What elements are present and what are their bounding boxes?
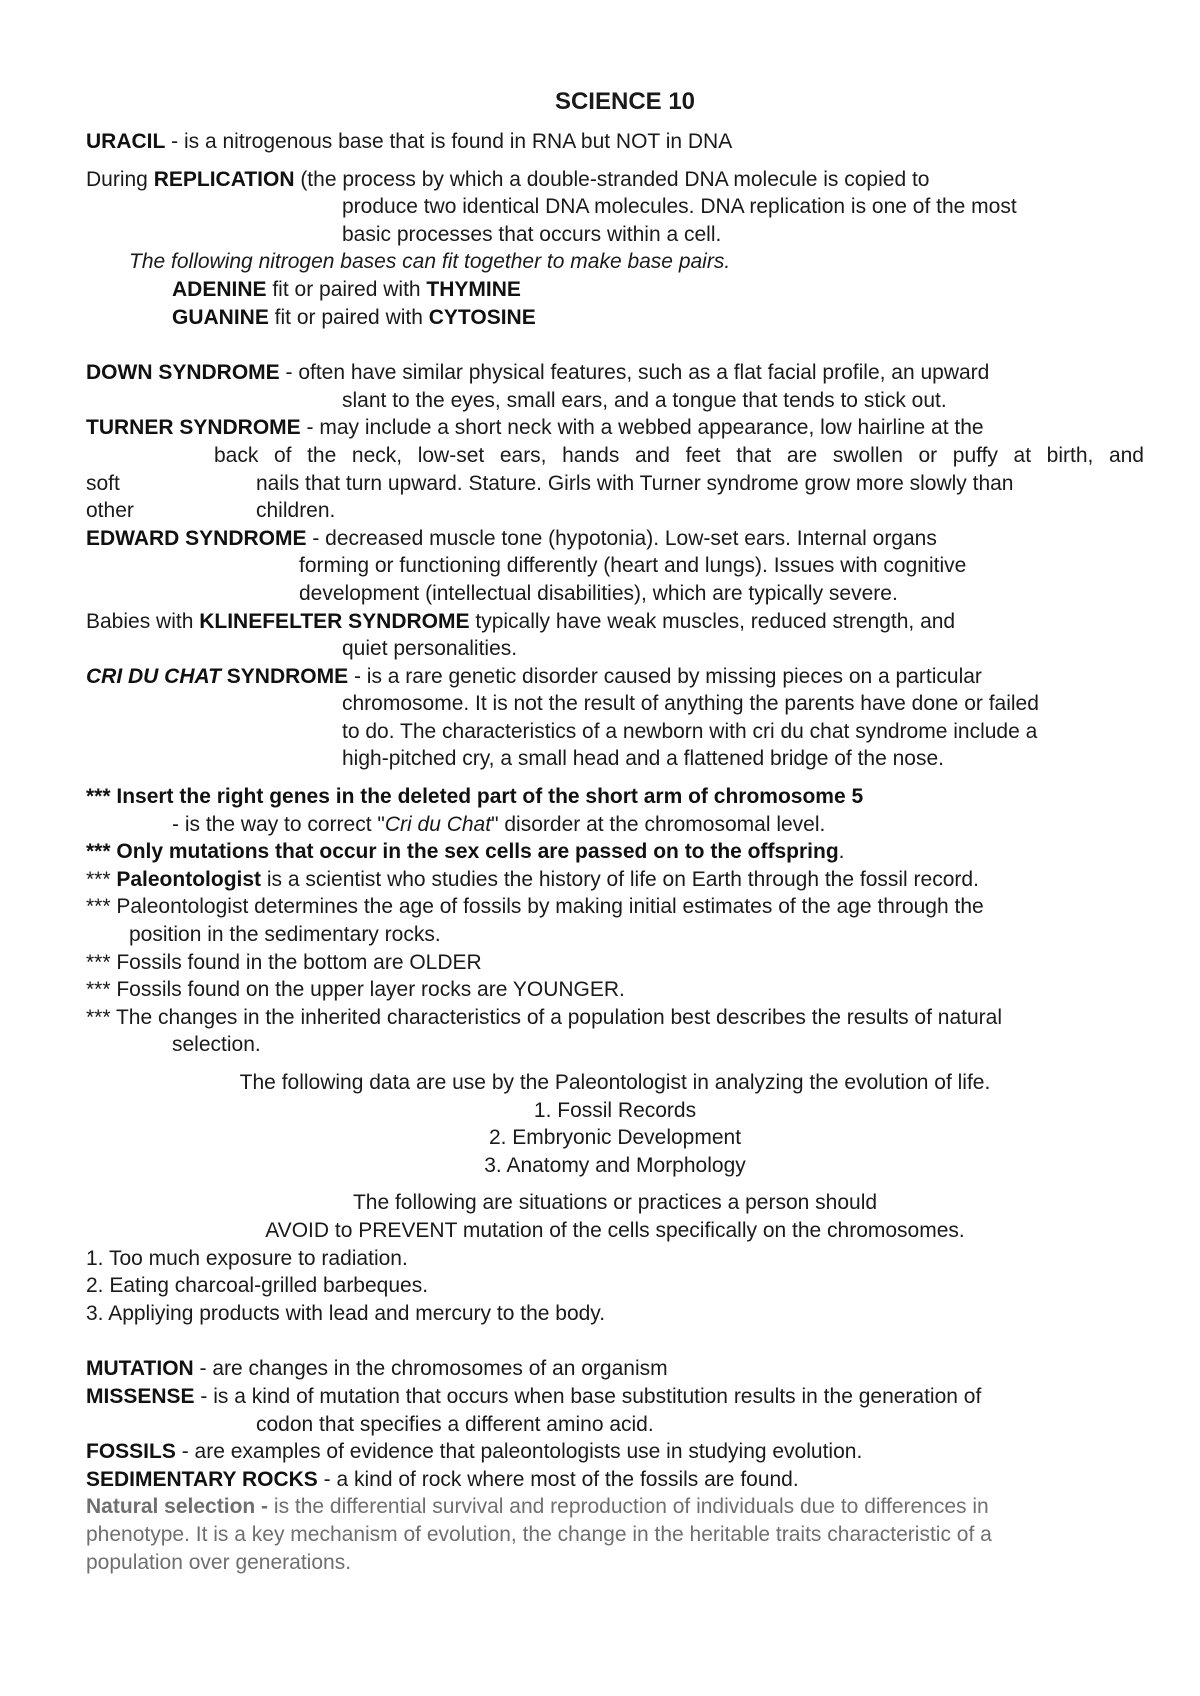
note-1: [86, 783, 1144, 811]
replication-term: REPLICATION: [153, 167, 295, 191]
sedimentary-definition: [86, 1466, 1144, 1494]
edward-syndrome-term: EDWARD SYNDROME: [86, 526, 307, 550]
note-1-sub: [86, 811, 1144, 839]
stars: ***: [86, 978, 117, 1002]
thymine-term: THYMINE: [426, 277, 521, 301]
uracil-text: - is a nitrogenous base that is found in RNA but NOT in DNA: [165, 130, 733, 153]
turner-syndrome-line-2: back of the neck, low-set ears, hands and feet that are swollen or puffy at birth, and: [214, 443, 1144, 467]
turner-syndrome-line-1: [86, 414, 1144, 442]
page-title: SCIENCE 10: [554, 88, 696, 115]
avoid-intro-line-2: AVOID to PREVENT mutation of the cells specifically on the chromosomes.: [265, 1218, 965, 1242]
base-pair-1: [86, 276, 1144, 304]
klinefelter-line-2: quiet personalities.: [342, 637, 518, 661]
klinefelter-pre: Babies with: [86, 609, 200, 633]
turner-line4-left: other: [86, 499, 134, 523]
down-syndrome-line-1: [86, 359, 1144, 387]
edward-syndrome-line-3: development (intellectual disabilities), which are typically severe.: [299, 581, 898, 605]
note-6-text: Fossils found on the upper layer rocks are YOUNGER.: [116, 978, 625, 1002]
cri-du-chat-term-italic: CRI DU CHAT: [86, 664, 221, 688]
cytosine-term: CYTOSINE: [428, 305, 536, 329]
stars: ***: [86, 840, 117, 864]
replication-line-2: produce two identical DNA molecules. DNA replication is one of the most: [342, 195, 1017, 219]
note-6: [86, 976, 1144, 1004]
stars: ***: [86, 950, 117, 974]
note-3-post: is a scientist who studies the history of life on Earth through the fossil record.: [261, 867, 979, 891]
note-4-line1: Paleontologist determines the age of fossils by making initial estimates of the age through the: [116, 895, 984, 919]
cri-du-chat-line-2: chromosome. It is not the result of anything the parents have done or failed: [342, 692, 1039, 716]
missense-line-1: [86, 1383, 1144, 1411]
turner-syndrome-term: TURNER SYNDROME: [86, 416, 301, 440]
mutation-text: - are changes in the chromosomes of an organism: [193, 1357, 668, 1381]
note-3-bold: Paleontologist: [116, 867, 262, 891]
edward-syndrome-line-1: [86, 525, 1144, 553]
note-4-line-1: [86, 893, 1144, 921]
stars: ***: [86, 867, 117, 891]
cri-du-chat-term: SYNDROME: [220, 664, 349, 688]
turner-line1: - may include a short neck with a webbed appearance, low hairline at the: [300, 416, 984, 440]
stars: ***: [86, 1005, 116, 1029]
stars: ***: [86, 895, 117, 919]
note-2: [86, 838, 1144, 866]
note-5-text: Fossils found in the bottom are OLDER: [116, 950, 482, 974]
natural-selection-line-3: population over generations.: [86, 1550, 352, 1574]
note-5: [86, 949, 1144, 977]
stars: ***: [86, 785, 117, 809]
replication-line1: (the process by which a double-stranded DNA molecule is copied to: [294, 167, 930, 191]
natural-selection-line-2: phenotype. It is a key mechanism of evolution, the change in the heritable traits characteristic of a: [86, 1522, 992, 1546]
fossils-definition: [86, 1438, 1144, 1466]
paleo-data-intro: The following data are use by the Paleontologist in analyzing the evolution of life.: [239, 1071, 991, 1094]
note-7-line-1: [86, 1004, 1144, 1032]
fossils-term: FOSSILS: [86, 1440, 176, 1464]
note-3: [86, 866, 1144, 894]
down-syndrome-line-2: slant to the eyes, small ears, and a tongue that tends to stick out.: [342, 388, 947, 412]
pair2-mid: fit or paired with: [268, 305, 429, 329]
edward-syndrome-line-2: forming or functioning differently (heart and lungs). Issues with cognitive: [299, 554, 967, 578]
note-2-post: .: [838, 840, 845, 864]
sedimentary-text: - a kind of rock where most of the fossils are found.: [317, 1467, 799, 1491]
avoid-intro-line-1: The following are situations or practices a person should: [352, 1191, 878, 1215]
missense-line-2: codon that specifies a different amino acid.: [256, 1412, 654, 1436]
paleo-data-item: 1. Fossil Records: [533, 1098, 697, 1122]
klinefelter-line1: typically have weak muscles, reduced strength, and: [469, 609, 956, 633]
note-7-line1: The changes in the inherited characteristics of a population best describes the results of natural: [115, 1005, 1002, 1029]
note-1-sub-post: " disorder at the chromosomal level.: [491, 812, 826, 836]
missense-term: MISSENSE: [86, 1384, 195, 1408]
cri-line1: - is a rare genetic disorder caused by missing pieces on a particular: [348, 664, 982, 688]
natural-selection-term: Natural selection -: [86, 1495, 269, 1519]
cri-du-chat-line-3: to do. The characteristics of a newborn with cri du chat syndrome include a: [342, 719, 1038, 743]
turner-syndrome-line-3: [86, 470, 1144, 498]
base-pairs-intro: The following nitrogen bases can fit together to make base pairs.: [129, 250, 731, 274]
replication-pre: During: [86, 167, 154, 191]
natural-selection-line-1: [86, 1493, 1144, 1521]
uracil-definition: [86, 128, 1144, 156]
turner-syndrome-line-4: [86, 497, 1144, 525]
note-7-line-2: selection.: [172, 1033, 261, 1057]
pair1-mid: fit or paired with: [266, 277, 427, 301]
turner-line4-right: children.: [256, 499, 336, 523]
paleo-data-item: 3. Anatomy and Morphology: [484, 1153, 746, 1177]
uracil-term: URACIL: [86, 130, 166, 153]
cri-du-chat-line-4: high-pitched cry, a small head and a flattened bridge of the nose.: [342, 747, 944, 771]
klinefelter-line-1: [86, 608, 1144, 636]
cri-du-chat-line-1: [86, 663, 1144, 691]
fossils-text: - are examples of evidence that paleontologists use in studying evolution.: [175, 1440, 863, 1464]
turner-line3-right: nails that turn upward. Stature. Girls with Turner syndrome grow more slowly than: [256, 471, 1014, 495]
avoid-item: 3. Appliying products with lead and mercury to the body.: [86, 1301, 606, 1325]
note-4-line-2: position in the sedimentary rocks.: [129, 923, 441, 947]
edward-line1: - decreased muscle tone (hypotonia). Low-set ears. Internal organs: [306, 526, 937, 550]
guanine-term: GUANINE: [172, 305, 269, 329]
sedimentary-term: SEDIMENTARY ROCKS: [86, 1467, 318, 1491]
natural-selection-line1: is the differential survival and reproduction of individuals due to differences in: [268, 1495, 989, 1519]
note-1-sub-pre: - is the way to correct ": [172, 812, 385, 836]
adenine-term: ADENINE: [172, 277, 267, 301]
note-1-bold: Insert the right genes in the deleted part of the short arm of chromosome 5: [116, 785, 864, 809]
missense-line1: - is a kind of mutation that occurs when base substitution results in the generation of: [194, 1384, 982, 1408]
down-syndrome-term: DOWN SYNDROME: [86, 361, 280, 385]
avoid-item: 1. Too much exposure to radiation.: [86, 1246, 408, 1270]
note-1-sub-italic: Cri du Chat: [384, 812, 492, 836]
klinefelter-term: KLINEFELTER SYNDROME: [199, 609, 470, 633]
mutation-term: MUTATION: [86, 1357, 194, 1381]
base-pair-2: [86, 304, 1144, 332]
replication-line-3: basic processes that occurs within a cell.: [342, 222, 722, 246]
note-2-bold: Only mutations that occur in the sex cells are passed on to the offspring: [116, 840, 839, 864]
mutation-definition: [86, 1355, 1144, 1383]
paleo-data-item: 2. Embryonic Development: [488, 1126, 742, 1150]
turner-line3-left: soft: [86, 471, 120, 495]
replication-line-1: [86, 166, 1144, 194]
down-line1: - often have similar physical features, such as a flat facial profile, an upward: [279, 361, 990, 385]
avoid-item: 2. Eating charcoal-grilled barbeques.: [86, 1274, 429, 1298]
